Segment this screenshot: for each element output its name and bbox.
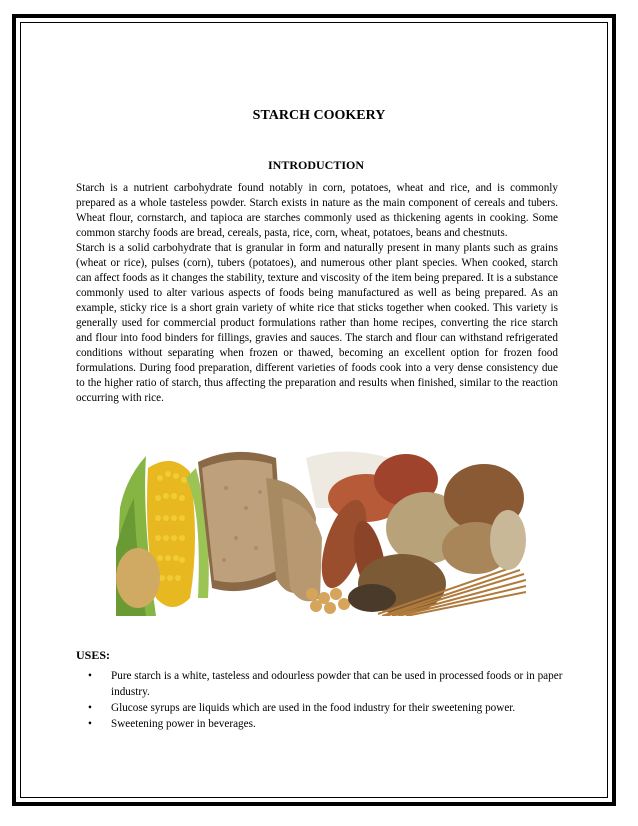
starchy-foods-photo [116,448,526,616]
paragraph: Starch is a solid carbohydrate that is granular in form and naturally present in many plants such as grains (wheat or rice), pulses (corn), tubers (potatoes), and numerous other plant species. When cooked, starch can affect foods as it changes the stability, texture and viscosity of the item being prepared. It is a substance commonly used to alter various aspects of foods being manufactured as well as being prepared. As an example, sticky rice is a short grain variety of white rice that sticks together when cooked. This variety is generally used for commercial product formulations rather than home recipes, converting the rice starch and flour into food binders for fillings, gravies and sauces. The starch and flour can withstand refrigerated conditions without separating when frozen or thawed, becoming an excellent option for frozen food formulations. During food preparation, different varieties of foods cook into a very dense consistency due to the higher ratio of starch, thus affecting the preparation and results when finished, similar to the reaction occurring with rice. [76,242,558,404]
list-item: • Sweetening power in beverages. [88,718,256,730]
potato [116,548,160,608]
bread-loaf [198,452,322,601]
section-heading-introduction: INTRODUCTION [268,158,365,172]
bullet-icon: • [88,670,92,682]
bullet-icon: • [88,718,92,730]
section-heading-uses: USES: [76,648,111,662]
page-title: STARCH COOKERY [252,108,386,123]
uses-list [88,668,568,732]
list-item: • Glucose syrups are liquids which are used in the food industry for their sweetening power. [88,702,516,714]
chickpeas [306,588,350,614]
introduction-body [76,181,558,406]
paragraph: Starch is a nutrient carbohydrate found notably in corn, potatoes, wheat and rice, and is commonly prepared as a whole tasteless powder. Starch exists in nature as the main component of cereals and tubers. Wheat flour, cornstarch, and tapioca are starches commonly used as thickening agents in cooking. Some common starchy foods are bread, cereals, pasta, rice, corn, wheat, potatoes, beans and chestnuts. [76,182,558,239]
list-item: • Pure starch is a white, tasteless and odourless powder that can be used in processed foods or in paper industry. [88,670,563,698]
bullet-icon: • [88,702,92,714]
